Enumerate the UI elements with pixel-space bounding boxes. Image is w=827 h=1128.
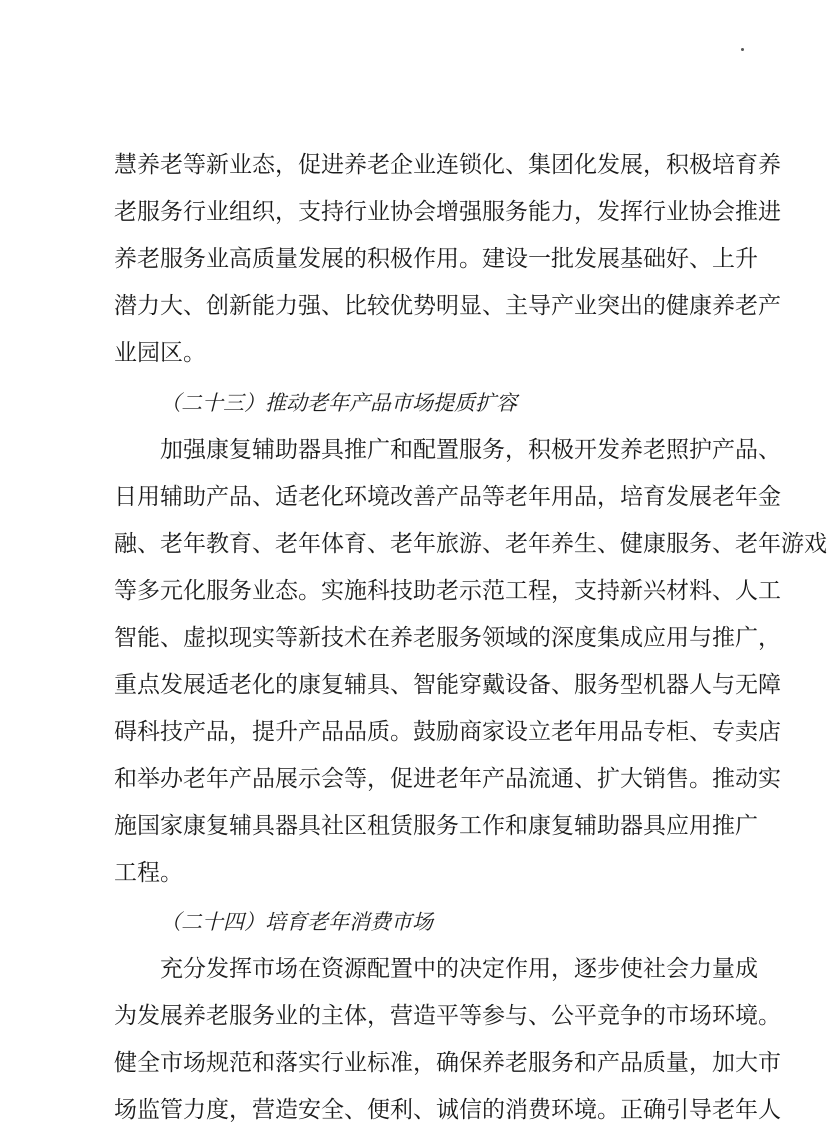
paragraph-line: 充分发挥市场在资源配置中的决定作用，逐步使社会力量成 <box>160 956 758 982</box>
paragraph-line: 潜力大、创新能力强、比较优势明显、主导产业突出的健康养老产 <box>114 293 781 319</box>
paragraph-line: 养老服务业高质量发展的积极作用。建设一批发展基础好、上升 <box>114 246 758 272</box>
section-heading: （二十三）推动老年产品市场提质扩容 <box>160 391 517 415</box>
paragraph-line: 碍科技产品，提升产品品质。鼓励商家设立老年用品专柜、专卖店 <box>114 719 781 745</box>
paragraph-line: 慧养老等新业态，促进养老企业连锁化、集团化发展，积极培育养 <box>114 152 781 178</box>
paragraph-line: 等多元化服务业态。实施科技助老示范工程，支持新兴材料、人工 <box>114 578 781 604</box>
paragraph-line: 场监管力度，营造安全、便利、诚信的消费环境。正确引导老年人 <box>114 1097 781 1123</box>
paragraph-line: 健全市场规范和落实行业标准，确保养老服务和产品质量，加大市 <box>114 1050 781 1076</box>
paragraph-line: 智能、虚拟现实等新技术在养老服务领域的深度集成应用与推广， <box>114 625 781 651</box>
paragraph-line: 日用辅助产品、适老化环境改善产品等老年用品，培育发展老年金 <box>114 484 781 510</box>
paragraph-line: 工程。 <box>114 860 183 886</box>
paragraph-line: 融、老年教育、老年体育、老年旅游、老年养生、健康服务、老年游戏 <box>114 531 827 557</box>
paragraph-line: 和举办老年产品展示会等，促进老年产品流通、扩大销售。推动实 <box>114 766 781 792</box>
section-heading: （二十四）培育老年消费市场 <box>160 910 433 934</box>
paragraph-line: 业园区。 <box>114 340 206 366</box>
scan-speck <box>741 48 744 51</box>
paragraph-line: 施国家康复辅具器具社区租赁服务工作和康复辅助器具应用推广 <box>114 813 758 839</box>
paragraph-line: 为发展养老服务业的主体，营造平等参与、公平竞争的市场环境。 <box>114 1003 781 1029</box>
paragraph-line: 老服务行业组织，支持行业协会增强服务能力，发挥行业协会推进 <box>114 199 781 225</box>
paragraph-line: 重点发展适老化的康复辅具、智能穿戴设备、服务型机器人与无障 <box>114 672 781 698</box>
paragraph-line: 加强康复辅助器具推广和配置服务，积极开发养老照护产品、 <box>160 437 781 463</box>
